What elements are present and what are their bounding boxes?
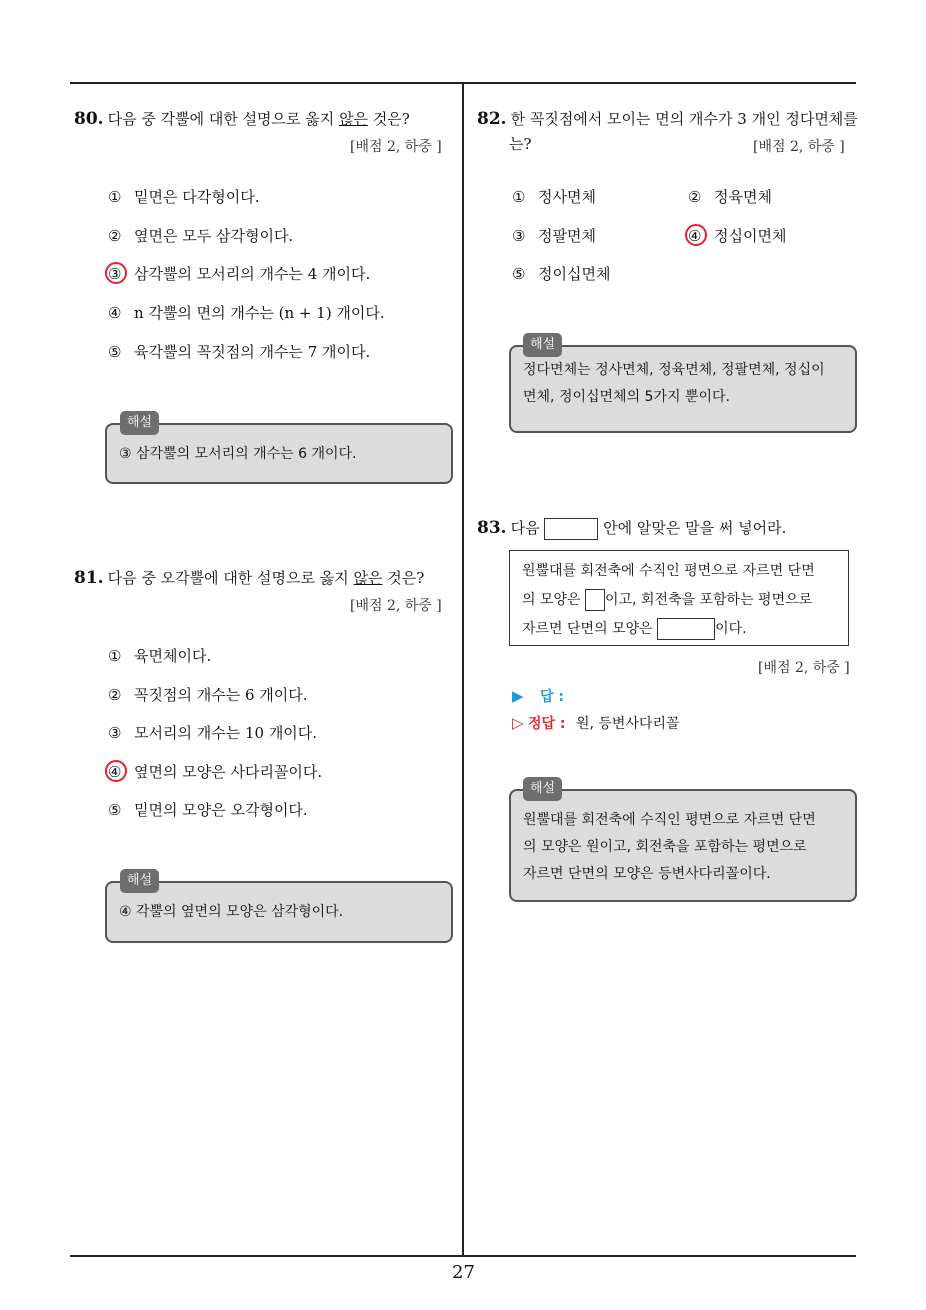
q81-score: [배점 2, 하중 ] bbox=[350, 598, 442, 614]
q80-header: 80. 다음 중 각뿔에 대한 설명으로 옳지 않은 것은? bbox=[74, 109, 410, 129]
q83-answer-line: ▶ 답 : bbox=[512, 687, 564, 705]
q83-box-line3: 자르면 단면의 모양은 이다. bbox=[522, 615, 836, 644]
q81-number: 81. bbox=[74, 568, 104, 588]
q82-score: [배점 2, 하중 ] bbox=[753, 139, 845, 155]
q82-option-1[interactable]: ① 정사면체 bbox=[512, 188, 596, 206]
q80-explanation-tag: 해설 bbox=[120, 411, 159, 435]
q80-score: [배점 2, 하중 ] bbox=[350, 139, 442, 155]
q83-correct-answer: 원, 등변사다리꼴 bbox=[575, 716, 680, 732]
answer-arrow-icon: ▶ bbox=[512, 687, 524, 705]
bottom-rule bbox=[70, 1255, 856, 1257]
q83-number: 83. bbox=[477, 518, 507, 538]
q83-blank-1[interactable] bbox=[585, 589, 605, 611]
q82-header: 82. 한 꼭짓점에서 모이는 면의 개수가 3 개인 정다면체를 bbox=[477, 109, 858, 129]
q83-explanation-box bbox=[509, 789, 857, 902]
q81-explanation-tag: 해설 bbox=[120, 869, 159, 893]
q80-answer-mark bbox=[105, 262, 127, 284]
correct-arrow-icon: ▷ bbox=[512, 714, 524, 732]
q82-explanation-line1: 정다면체는 정사면체, 정육면체, 정팔면체, 정십이 bbox=[523, 362, 825, 378]
q83-blank-2[interactable] bbox=[657, 618, 715, 640]
q80-option-1[interactable]: ① 밑면은 다각형이다. bbox=[108, 188, 260, 206]
q83-explanation-line1: 원뿔대를 회전축에 수직인 평면으로 자르면 단면 bbox=[523, 812, 816, 828]
page-number: 27 bbox=[452, 1262, 475, 1283]
column-divider bbox=[462, 84, 464, 1256]
q81-option-2[interactable]: ② 꼭짓점의 개수는 6 개이다. bbox=[108, 686, 308, 704]
q81-option-5[interactable]: ⑤ 밑면의 모양은 오각형이다. bbox=[108, 801, 308, 819]
q80-explanation-text: ③ 삼각뿔의 모서리의 개수는 6 개이다. bbox=[119, 446, 357, 462]
q81-explanation-text: ④ 각뿔의 옆면의 모양은 삼각형이다. bbox=[119, 904, 344, 920]
q82-option-3[interactable]: ③ 정팔면체 bbox=[512, 227, 596, 245]
q82-header-line2: 는? bbox=[509, 135, 532, 153]
q80-option-5[interactable]: ⑤ 육각뿔의 꼭짓점의 개수는 7 개이다. bbox=[108, 343, 371, 361]
q82-explanation-line2: 면체, 정이십면체의 5가지 뿐이다. bbox=[523, 389, 730, 405]
q81-option-3[interactable]: ③ 모서리의 개수는 10 개이다. bbox=[108, 724, 318, 742]
q80-option-3[interactable]: ③ 삼각뿔의 모서리의 개수는 4 개이다. bbox=[108, 265, 371, 283]
q83-correct-line: ▷ 정답 : 원, 등변사다리꼴 bbox=[512, 714, 680, 732]
q81-header: 81. 다음 중 오각뿔에 대한 설명으로 옳지 않은 것은? bbox=[74, 568, 425, 588]
q82-explanation-tag: 해설 bbox=[523, 333, 562, 357]
q83-score: [배점 2, 하중 ] bbox=[758, 660, 850, 676]
q82-option-5[interactable]: ⑤ 정이십면체 bbox=[512, 265, 611, 283]
q83-explanation-tag: 해설 bbox=[523, 777, 562, 801]
q83-box-line1: 원뿔대를 회전축에 수직인 평면으로 자르면 단면 bbox=[522, 563, 815, 579]
q81-answer-mark bbox=[105, 760, 127, 782]
q81-option-4[interactable]: ④ 옆면의 모양은 사다리꼴이다. bbox=[108, 763, 323, 781]
q80-number: 80. bbox=[74, 109, 104, 129]
q83-explanation-line3: 자르면 단면의 모양은 등변사다리꼴이다. bbox=[523, 866, 771, 882]
q82-explanation-box bbox=[509, 345, 857, 433]
q83-explanation-line2: 의 모양은 원이고, 회전축을 포함하는 평면으로 bbox=[523, 839, 807, 855]
q82-answer-mark bbox=[685, 224, 707, 246]
q82-option-2[interactable]: ② 정육면체 bbox=[688, 188, 772, 206]
q81-option-1[interactable]: ① 육면체이다. bbox=[108, 647, 212, 665]
q82-number: 82. bbox=[477, 109, 507, 129]
q80-option-2[interactable]: ② 옆면은 모두 삼각형이다. bbox=[108, 227, 294, 245]
q80-option-4[interactable]: ④ n 각뿔의 면의 개수는 (n + 1) 개이다. bbox=[108, 304, 385, 322]
q83-header: 83. 다음 안에 알맞은 말을 써 넣어라. bbox=[477, 518, 787, 538]
q83-question-box bbox=[509, 550, 849, 646]
q83-box-line2: 의 모양은 이고, 회전축을 포함하는 평면으로 bbox=[522, 586, 836, 615]
q82-option-4[interactable]: ④ 정십이면체 bbox=[688, 227, 787, 245]
q83-header-blank bbox=[544, 518, 598, 540]
